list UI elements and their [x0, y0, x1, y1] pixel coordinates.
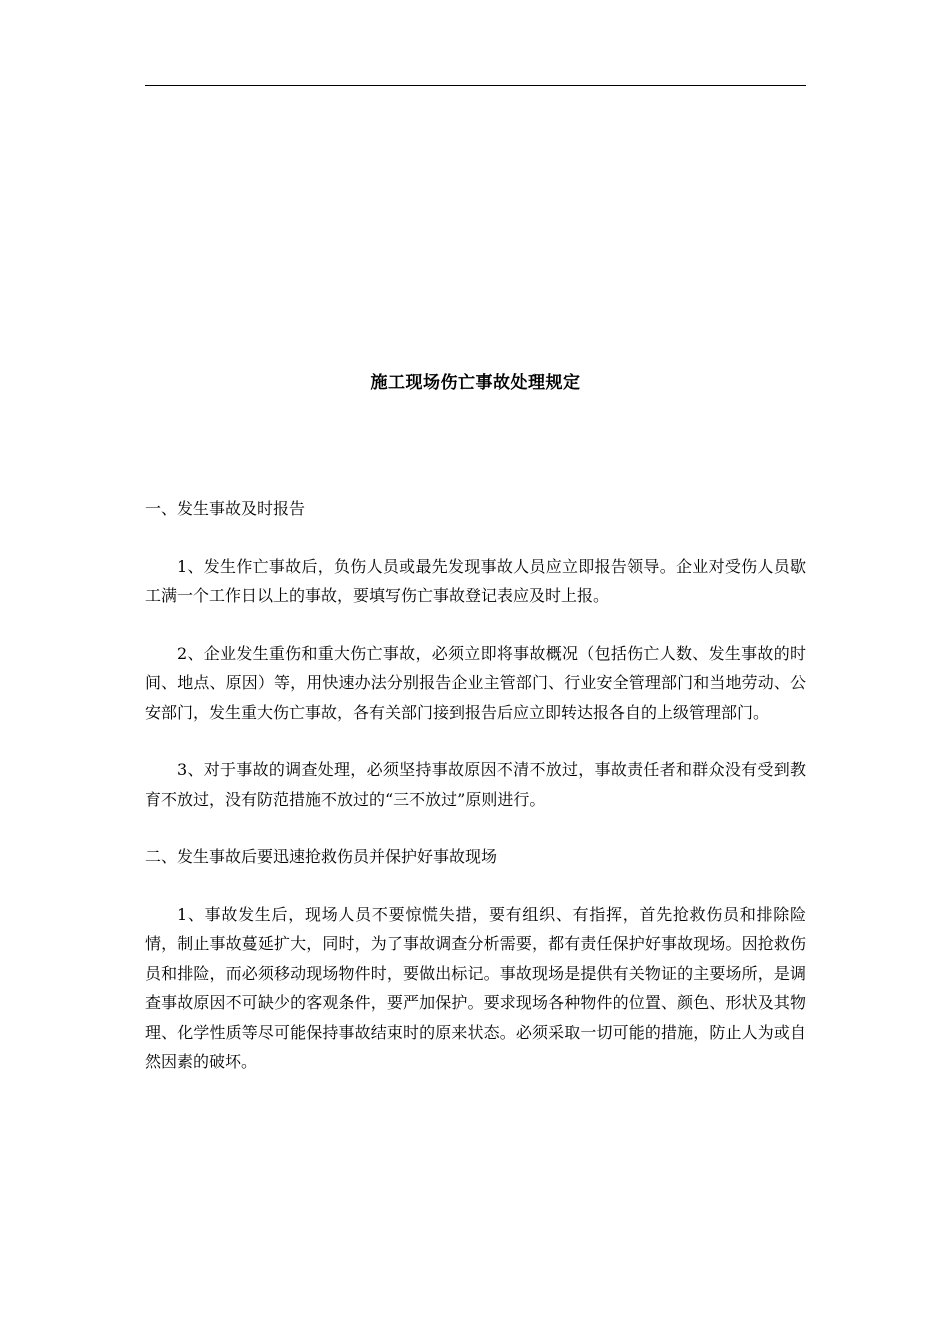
section-heading-2: 二、发生事故后要迅速抢救伤员并保护好事故现场 — [145, 847, 498, 866]
section-heading-1: 一、发生事故及时报告 — [145, 499, 306, 518]
document-title: 施工现场伤亡事故处理规定 — [370, 373, 581, 393]
section-1-paragraph-2: 2、企业发生重伤和重大伤亡事故，必须立即将事故概况（包括伤亡人数、发生事故的时间、地点、原因）等，用快速办法分别报告企业主管部门、行业安全管理部门和当地劳动、公安部门，发生重大伤亡事故，各有关部门接到报告后应立即转达报各自的上级管理部门。 — [145, 643, 806, 722]
section-1-paragraph-3: 3、对于事故的调查处理，必须坚持事故原因不清不放过，事故责任者和群众没有受到教育不放过，没有防范措施不放过的“三不放过”原则进行。 — [145, 760, 806, 809]
header-rule — [145, 85, 806, 86]
section-2-paragraph-1: 1、事故发生后，现场人员不要惊慌失措，要有组织、有指挥，首先抢救伤员和排除险情，制止事故蔓延扩大，同时，为了事故调查分析需要，都有责任保护好事故现场。因抢救伤员和排险，而必须移动现场物件时，要做出标记。事故现场是提供有关物证的主要场所，是调查事故原因不可缺少的客观条件，要严加保护。要求现场各种物件的位置、颜色、形状及其物理、化学性质等尽可能保持事故结束时的原来状态。必须采取一切可能的措施，防止人为或自然因素的破坏。 — [145, 904, 806, 1071]
document-body — [145, 494, 806, 1077]
section-1-paragraph-1: 1、发生作亡事故后，负伤人员或最先发现事故人员应立即报告领导。企业对受伤人员歇工满一个工作日以上的事故，要填写伤亡事故登记表应及时上报。 — [145, 556, 806, 605]
